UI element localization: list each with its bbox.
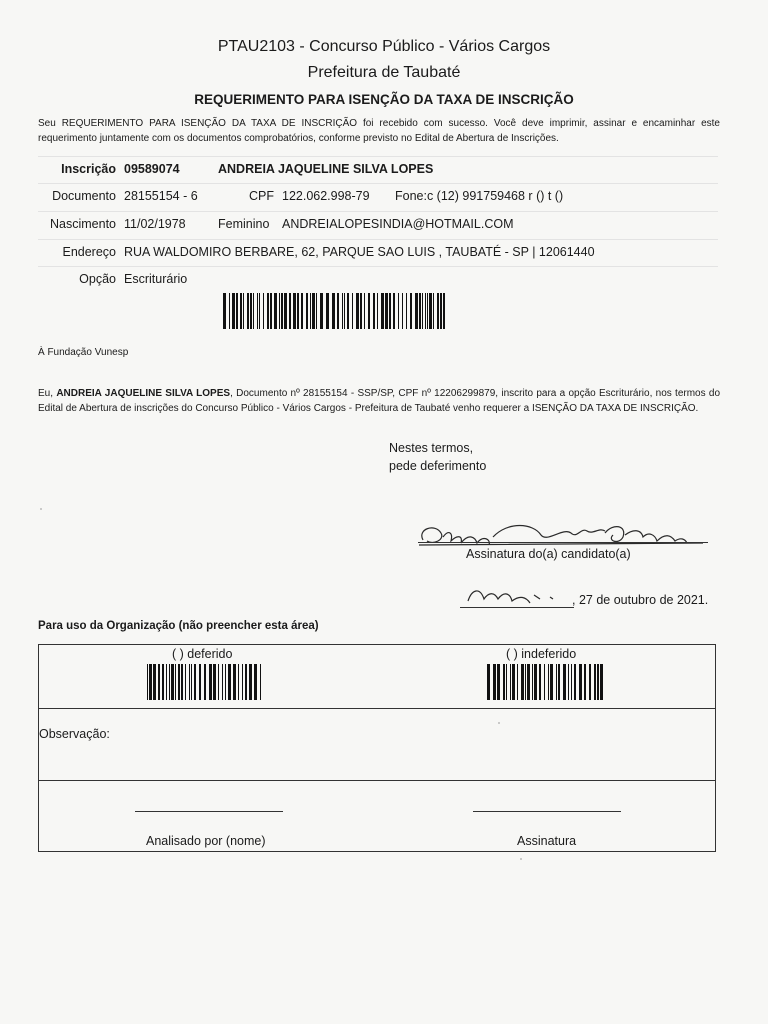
scan-speck <box>498 722 500 724</box>
candidate-signature-line <box>418 542 708 543</box>
scan-speck <box>520 858 522 860</box>
declaration-body: , Documento nº 28155154 - SSP/SP, CPF nº 12206299879, inscrito para a opção Escriturário, nos termos do Edital de Abertura de inscrições do Concurso Público - Vários Cargos - Prefeitura de Taubaté venho requerer a ISENÇÃO DA TAXA DE INSCRIÇÃO. <box>38 388 721 414</box>
opcao-label: Opção <box>79 272 116 286</box>
indeferido-barcode <box>487 664 603 700</box>
box-divider <box>39 708 715 709</box>
applicant-name: ANDREIA JAQUELINE SILVA LOPES <box>218 162 434 176</box>
endereco-label: Endereço <box>62 245 116 259</box>
row-separator <box>38 239 718 240</box>
declaration-prefix: Eu, <box>38 388 54 399</box>
deferido-barcode <box>147 664 263 700</box>
documento-label: Documento <box>52 189 116 203</box>
endereco-value: RUA WALDOMIRO BERBARE, 62, PARQUE SAO LUIS , TAUBATÉ - SP | 12061440 <box>124 245 595 259</box>
inscricao-value: 09589074 <box>124 162 180 176</box>
phone-value: Fone:c (12) 991759468 r () t () <box>395 189 564 203</box>
indeferido-option: ( ) indeferido <box>506 647 577 661</box>
scan-speck <box>40 508 42 510</box>
assinatura-label: Assinatura <box>517 834 577 848</box>
row-separator <box>38 183 718 184</box>
row-separator <box>38 156 718 157</box>
page-title: PTAU2103 - Concurso Público - Vários Cargos <box>217 38 551 55</box>
box-divider <box>39 780 715 781</box>
nascimento-label: Nascimento <box>50 217 116 231</box>
organization-area-title: Para uso da Organização (não preencher esta área) <box>38 620 319 632</box>
sex-value: Feminino <box>218 217 270 231</box>
signature-date: , 27 de outubro de 2021. <box>572 593 709 607</box>
row-separator <box>38 211 718 212</box>
email-value: ANDREIALOPESINDIA@HOTMAIL.COM <box>282 217 514 231</box>
analisado-label: Analisado por (nome) <box>146 834 266 848</box>
city-handwriting-image <box>462 583 574 609</box>
analisado-line <box>135 811 283 812</box>
registration-barcode <box>223 293 445 329</box>
form-title: REQUERIMENTO PARA ISENÇÃO DA TAXA DE INSCRIÇÃO <box>194 92 574 107</box>
nascimento-value: 11/02/1978 <box>124 217 186 231</box>
assinatura-line <box>473 811 621 812</box>
observacao-label: Observação: <box>39 727 110 741</box>
declaration-name: ANDREIA JAQUELINE SILVA LOPES <box>56 388 231 399</box>
organization-box <box>38 644 716 852</box>
candidate-signature-label: Assinatura do(a) candidato(a) <box>466 547 631 561</box>
page-subtitle: Prefeitura de Taubaté <box>307 64 461 81</box>
row-separator <box>38 266 718 267</box>
inscricao-label: Inscrição <box>61 162 116 176</box>
closing-line-1: Nestes termos, <box>389 441 474 455</box>
documento-value: 28155154 - 6 <box>124 189 198 203</box>
addressee: À Fundação Vunesp <box>38 347 129 358</box>
intro-text: Seu REQUERIMENTO PARA ISENÇÃO DA TAXA DE INSCRIÇÃO foi recebido com sucesso. Você deve imprimir, assinar e encaminhar este requerimento juntamente com os documentos comprobatórios, conforme previsto no Edital de Abertura de Inscrições. <box>38 118 720 144</box>
declaration-text <box>38 386 720 416</box>
opcao-value: Escriturário <box>124 272 188 286</box>
deferido-option: ( ) deferido <box>172 647 233 661</box>
closing-line-2: pede deferimento <box>389 459 487 473</box>
cpf-value: 122.062.998-79 <box>282 189 370 203</box>
date-city-line <box>460 607 574 608</box>
cpf-label: CPF <box>249 189 274 203</box>
